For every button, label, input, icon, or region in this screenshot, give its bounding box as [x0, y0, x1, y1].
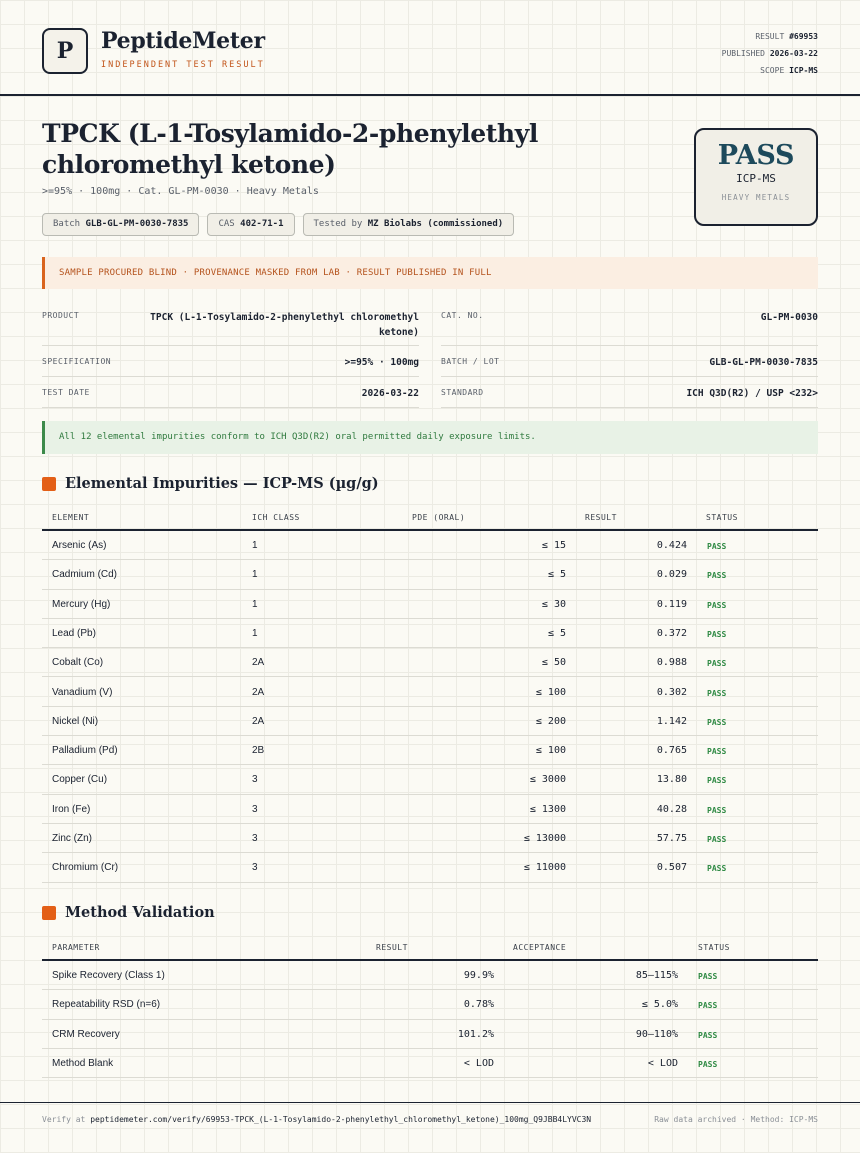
result-label: RESULT — [755, 32, 785, 41]
header-divider — [0, 94, 860, 96]
verify-label: Verify at — [42, 1115, 86, 1124]
info-row-date — [42, 377, 419, 408]
result-cell: 101.2% — [457, 1028, 494, 1040]
result-cell: 0.424 — [656, 540, 687, 551]
table-row — [42, 648, 818, 677]
chip-label: Tested by — [313, 219, 363, 229]
product-chips — [42, 213, 514, 236]
class-cell: 2A — [252, 715, 265, 727]
element-cell: Palladium (Pd) — [52, 745, 118, 757]
info-row-batch — [441, 346, 818, 377]
status-badge: PASS — [707, 835, 727, 844]
status-badge: PASS — [707, 571, 727, 581]
element-cell: Zinc (Zn) — [52, 833, 92, 844]
procurement-notice: SAMPLE PROCURED BLIND · PROVENANCE MASKED FROM LAB · RESULT PUBLISHED IN FULL — [42, 257, 818, 289]
column-header-acceptance: ACCEPTANCE — [513, 943, 567, 952]
result-cell: 40.28 — [656, 803, 687, 815]
verdict-badge — [694, 128, 818, 226]
acceptance-cell: ≤ 5.0% — [641, 999, 678, 1011]
status-badge: PASS — [698, 1001, 718, 1011]
batch-chip — [42, 213, 199, 236]
section-marker-icon — [42, 477, 56, 491]
result-number: #69953 — [789, 32, 818, 41]
pde-cell: ≤ 13000 — [523, 833, 566, 844]
class-cell: 3 — [252, 803, 258, 815]
column-header-parameter: PARAMETER — [52, 943, 100, 952]
parameter-cell: Method Blank — [52, 1058, 114, 1070]
table-row — [42, 961, 818, 990]
element-cell: Copper (Cu) — [52, 774, 108, 786]
result-cell: 0.765 — [656, 745, 687, 757]
element-cell: Cobalt (Co) — [52, 657, 104, 669]
info-row-product — [42, 300, 419, 346]
class-cell: 3 — [252, 862, 258, 874]
pde-cell: ≤ 200 — [535, 715, 566, 727]
status-badge: PASS — [707, 600, 727, 610]
status-badge: PASS — [707, 747, 727, 757]
element-cell: Vanadium (V) — [52, 686, 113, 698]
table-row — [42, 590, 818, 619]
pde-cell: ≤ 1300 — [529, 803, 566, 815]
element-cell: Iron (Fe) — [52, 803, 91, 815]
brand-tagline: INDEPENDENT TEST RESULT — [101, 60, 265, 70]
published-date: 2026-03-22 — [769, 49, 818, 58]
table-row — [42, 736, 818, 765]
verdict-method: ICP-MS — [736, 172, 776, 185]
table-row — [42, 678, 818, 707]
report-header — [42, 26, 818, 86]
validation-section-title — [42, 904, 215, 921]
info-label: SPECIFICATION — [42, 357, 112, 366]
pde-cell: ≤ 5 — [547, 627, 566, 639]
info-value: ICH Q3D(R2) / USP <232> — [686, 388, 818, 399]
info-value: TPCK (L-1-Tosylamido-2-phenylethyl chloromethyl ketone) — [150, 312, 419, 338]
pde-cell: ≤ 50 — [541, 657, 566, 669]
info-value: >=95% · 100mg — [344, 357, 419, 368]
impurities-section-title — [42, 475, 379, 492]
status-badge: PASS — [698, 972, 718, 981]
verify-link[interactable]: peptidemeter.com/verify/69953-TPCK_(L-1-Tosylamido-2-phenylethyl_chloromethyl_ketone)_100mg_Q9JBB4LYVC3N — [90, 1115, 592, 1124]
verdict-word: PASS — [717, 140, 795, 171]
status-badge: PASS — [707, 659, 727, 669]
info-value: GL-PM-0030 — [760, 312, 818, 323]
info-value: 2026-03-22 — [361, 388, 419, 399]
element-cell: Cadmium (Cd) — [52, 569, 118, 581]
element-cell: Lead (Pb) — [52, 627, 96, 639]
acceptance-cell: 85–115% — [635, 970, 678, 981]
info-label: CAT. NO. — [441, 311, 484, 320]
tested-by-chip — [303, 213, 515, 236]
class-cell: 1 — [252, 598, 258, 610]
result-cell: 0.988 — [656, 657, 687, 669]
result-cell: < LOD — [463, 1058, 494, 1070]
status-badge: PASS — [698, 1060, 718, 1070]
result-cell: 57.75 — [656, 833, 687, 844]
result-cell: 13.80 — [656, 774, 687, 786]
element-cell: Chromium (Cr) — [52, 862, 119, 874]
table-row — [42, 619, 818, 648]
column-header-result: RESULT — [376, 943, 408, 952]
section-title-text: Method Validation — [65, 904, 215, 921]
pde-cell: ≤ 100 — [535, 745, 566, 757]
impurities-table-header — [42, 505, 818, 531]
element-cell: Nickel (Ni) — [52, 715, 99, 727]
cas-chip — [207, 213, 294, 236]
element-cell: Mercury (Hg) — [52, 598, 111, 610]
parameter-cell: Repeatability RSD (n=6) — [52, 999, 161, 1011]
pde-cell: ≤ 11000 — [523, 862, 566, 874]
info-label: PRODUCT — [42, 311, 80, 320]
class-cell: 1 — [252, 569, 258, 581]
info-label: BATCH / LOT — [441, 357, 500, 366]
table-row — [42, 707, 818, 736]
pde-cell: ≤ 100 — [535, 686, 566, 698]
chip-value: 402-71-1 — [240, 219, 284, 229]
verdict-category: HEAVY METALS — [721, 193, 791, 202]
result-cell: 0.029 — [656, 569, 687, 581]
table-row — [42, 531, 818, 560]
result-cell: 0.372 — [656, 627, 687, 639]
chip-value: GLB-GL-PM-0030-7835 — [85, 219, 189, 229]
status-badge: PASS — [707, 717, 727, 727]
column-header-class: ICH CLASS — [252, 513, 300, 522]
brand-name: PeptideMeter — [101, 28, 265, 54]
column-header-status: STATUS — [706, 513, 738, 522]
chip-label: Batch — [53, 219, 81, 229]
product-subtitle: >=95% · 100mg · Cat. GL-PM-0030 · Heavy Metals — [42, 186, 319, 197]
status-badge: PASS — [707, 629, 727, 639]
column-header-status: STATUS — [698, 943, 730, 952]
class-cell: 1 — [252, 627, 258, 639]
chip-label: CAS — [218, 219, 235, 229]
class-cell: 2A — [252, 657, 265, 669]
table-row — [42, 560, 818, 589]
pde-cell: ≤ 15 — [541, 540, 566, 551]
section-title-text: Elemental Impurities — ICP-MS (µg/g) — [65, 475, 379, 492]
published-label: PUBLISHED — [721, 49, 765, 58]
table-row — [42, 765, 818, 794]
result-cell: 0.507 — [656, 862, 687, 874]
class-cell: 3 — [252, 774, 258, 786]
info-row-spec — [42, 346, 419, 377]
validation-table-header — [42, 935, 818, 961]
status-badge: PASS — [707, 776, 727, 786]
table-row — [42, 1020, 818, 1049]
result-cell: 0.119 — [656, 598, 687, 610]
result-cell: 0.78% — [463, 999, 494, 1011]
class-cell: 2B — [252, 745, 265, 757]
info-label: STANDARD — [441, 388, 484, 397]
status-badge: PASS — [707, 688, 727, 698]
result-cell: 0.302 — [656, 686, 687, 698]
parameter-cell: Spike Recovery (Class 1) — [52, 970, 165, 981]
info-value: GLB-GL-PM-0030-7835 — [709, 357, 818, 368]
scope-value: ICP-MS — [789, 66, 818, 75]
table-row — [42, 1049, 818, 1078]
column-header-element: ELEMENT — [52, 513, 90, 522]
section-marker-icon — [42, 906, 56, 920]
class-cell: 3 — [252, 833, 258, 844]
status-badge: PASS — [707, 864, 727, 874]
status-badge: PASS — [707, 805, 727, 815]
pde-cell: ≤ 30 — [541, 598, 566, 610]
element-cell: Arsenic (As) — [52, 540, 107, 551]
page-title: TPCK (L-1-Tosylamido-2-phenylethyl chloromethyl ketone) — [42, 119, 538, 179]
table-row — [42, 990, 818, 1019]
table-row — [42, 824, 818, 853]
column-header-result: RESULT — [585, 513, 617, 522]
info-row-catno — [441, 300, 818, 346]
verify-line — [42, 1115, 591, 1124]
info-row-standard — [441, 377, 818, 408]
info-label: TEST DATE — [42, 388, 90, 397]
brand-logo: P — [42, 28, 88, 74]
acceptance-cell: < LOD — [647, 1058, 678, 1070]
summary-notice: All 12 elemental impurities conform to ICH Q3D(R2) oral permitted daily exposure limits. — [42, 421, 818, 454]
footer-note: Raw data archived · Method: ICP-MS — [654, 1115, 818, 1124]
pde-cell: ≤ 3000 — [529, 774, 566, 786]
result-cell: 99.9% — [463, 970, 494, 981]
result-cell: 1.142 — [656, 715, 687, 727]
chip-value: MZ Biolabs (commissioned) — [367, 219, 504, 229]
table-row — [42, 795, 818, 824]
footer-divider — [0, 1102, 860, 1103]
pde-cell: ≤ 5 — [547, 569, 566, 581]
column-header-pde: PDE (ORAL) — [412, 513, 466, 522]
parameter-cell: CRM Recovery — [52, 1028, 120, 1040]
scope-label: SCOPE — [760, 66, 785, 75]
acceptance-cell: 90–110% — [635, 1028, 678, 1040]
table-row — [42, 853, 818, 882]
status-badge: PASS — [707, 542, 727, 551]
class-cell: 1 — [252, 540, 258, 551]
class-cell: 2A — [252, 686, 265, 698]
report-meta — [722, 28, 818, 79]
status-badge: PASS — [698, 1030, 718, 1040]
